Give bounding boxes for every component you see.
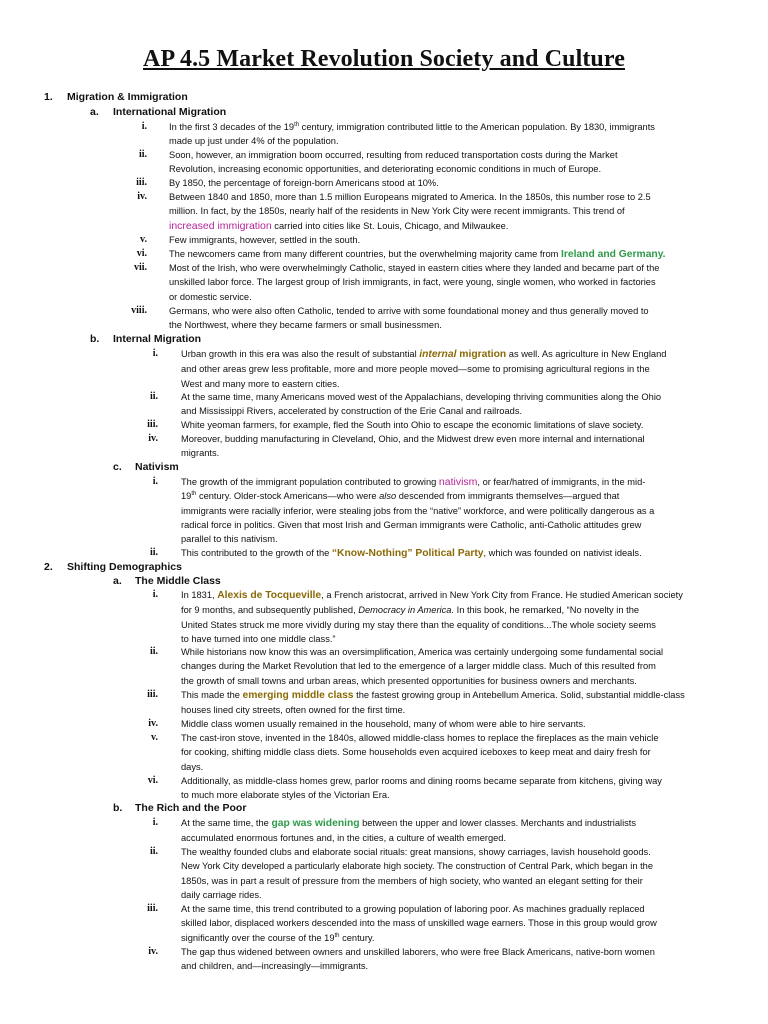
highlight-ireland-germany: Ireland and Germany.	[561, 249, 666, 260]
highlight-migration: migration	[456, 349, 507, 360]
item-number: i.	[152, 476, 158, 487]
item-number: ii.	[138, 149, 147, 160]
item-number: iii.	[147, 419, 158, 430]
item-number: i.	[152, 348, 158, 359]
item-number: i.	[152, 817, 158, 828]
section-1a-title: International Migration	[113, 106, 227, 118]
item-number: iv.	[148, 946, 158, 957]
page-title: AP 4.5 Market Revolution Society and Culture	[143, 46, 625, 72]
section-2a-number: a.	[113, 575, 122, 587]
item-number: i.	[152, 589, 158, 600]
highlight-tocqueville: Alexis de Tocqueville	[217, 590, 322, 601]
item-number: iv.	[148, 433, 158, 444]
item-number: iii.	[147, 903, 158, 914]
item-number: iii.	[147, 689, 158, 700]
section-2b-number: b.	[113, 802, 123, 814]
item-number: v.	[151, 732, 158, 743]
item-number: iii.	[136, 177, 147, 188]
highlight-gap-widening: gap was widening	[271, 818, 360, 829]
item-number: ii.	[149, 547, 158, 558]
section-1b-number: b.	[90, 333, 100, 345]
item-number: i.	[141, 121, 147, 132]
item-number: ii.	[149, 391, 158, 402]
section-1c-number: c.	[113, 461, 122, 473]
section-1-number: 1.	[44, 91, 53, 103]
item-number: vi.	[147, 775, 158, 786]
item-number: viii.	[131, 305, 147, 316]
item-number: vi.	[136, 248, 147, 259]
document-page: AP 4.5 Market Revolution Society and Culture 1. Migration & Immigration a. International Migration i. In the first 3 decades of the 19th century, immigration contributed little to the American population. By 1830, immigrants made up just under 4% of the population. ii. Soon, however, an immigration boom occurred, resulting from reduced transportation costs during the Market Revolution, increasing economic opportunities, and deteriorating economic conditions in much of Europe. iii. By 1850, the percentage of foreign-born Americans stood at 10%. iv. Between 1840 and 1850, more than 1.5 million Europeans migrated to America. In the 1850s, this number rose to 2.5 million. In fact, by the 1850s, nearly half of the residents in New York City were recent immigrants. This trend of increased immigration carried into cities like St. Louis, Chicago, and Milwaukee. v. Few immigrants, however, settled in the south. vi. The newcomers came from many different countries, but the overwhelming majority came from Ireland and Germany. vii. Most of the Irish, who were overwhelmingly Catholic, stayed in eastern cities where they landed and became part of the unskilled labor force. The largest group of Irish immigrants, in fact, were young, single women, who worked in factories or domestic service. viii. Germans, who were also often Catholic, tended to arrive with some foundational money and thus generally moved to the Northwest, where they became farmers or small businessmen. b. Internal Migration i. Urban growth in this era was also the result of substantial internal migration as well. As agriculture in New England and other areas grew less profitable, more and more people moved—some to promising agricultural regions in the West and many more to eastern cities. ii. At the same time, many Americans moved west of the Appalachians, developing thriving communities along the Ohio and Mississippi Rivers, accelerated by construction of the Erie Canal and railroads. iii. White yeoman farmers, for example, fled the South into Ohio to escape the economic limitations of slave society. iv. Moreover, budding manufacturing in Cleveland, Ohio, and the Midwest drew even more internal and international migrants. c. Nativism i. The growth of the immigrant population contributed to growing nativism, or fear/hatred of immigrants, in the mid- 19th century. Older-stock Americans—who were also descended from immigrants themselves—argued that immigrants were racially inferior, were stealing jobs from the “native” workforce, and were politically dangerous as a radical force in politics. Given that most Irish and German immigrants were Catholic, anti-Catholic attitudes grew parallel to this nativism. ii. This contributed to the growth of the “Know-Nothing” Political Party, which was founded on nativist ideals. 2. Shifting Demographics a. The Middle Class i. In 1831, Alexis de Tocqueville, a French aristocrat, arrived in New York City from France. He studied American society for 9 months, and subsequently published, Democracy in America. In this book, he remarked, “No novelty in the United States struck me more vividly during my stay there than the equality of conditions...The whole society seems to have turned into one middle class.” ii. While historians now know this was an oversimplification, America was certainly undergoing some fundamental social changes during the Market Revolution that led to the emergence of a larger middle class. Much of this resulted from the growth of small towns and urban areas, which presented opportunities for business owners and merchants. iii. This made the emerging middle class the fastest growing group in Antebellum America. Solid, substantial middle-class houses lined city streets, often owned for the first time. iv. Middle class women usually remained in the household, many of whom were able to hire servants. v. The cast-iron stove, invented in the 1840s, allowed middle-class homes to replace the fireplaces as the main vehicle for cooking, shifting middle class diets. Some households even acquired iceboxes to keep meat and dairy fresh for days. vi. Additionally, as middle-class homes grew, parlor rooms and dining rooms became separate from kitchens, giving way to much more elaborate styles of the Victorian Era. b. The Rich and the Poor i. At the same time, the gap was widening between the upper and lower classes. Merchants and industrialists accumulated enormous fortunes and, in the cities, a culture of wealth emerged. ii. The wealthy founded clubs and elaborate social rituals: great mansions, showy carriages, lavish household goods. New York City developed a particularly elaborate high society. The construction of Central Park, which began in the 1850s, was in part a result of pressure from the members of high society, who wanted an elegant setting for their daily carriage rides. iii. At the same time, this trend contributed to a growing population of laboring poor. As machines gradually replaced skilled labor, displaced workers descended into the mass of unskilled wage earners. Those in this group would grow significantly over the course of the 19th century. iv. The gap thus widened between owners and unskilled laborers, who were free Black Americans, native-born women and children, and—increasingly—immigrants.	[0, 0, 768, 1024]
section-2-number: 2.	[44, 561, 53, 573]
section-1a-number: a.	[90, 106, 99, 118]
section-1c-title: Nativism	[135, 461, 179, 473]
section-1-title: Migration & Immigration	[67, 91, 188, 103]
section-2-title: Shifting Demographics	[67, 561, 182, 573]
item-number: vii.	[133, 262, 147, 273]
highlight-nativism: nativism	[438, 476, 478, 488]
item-number: ii.	[149, 646, 158, 657]
item-number: iv.	[148, 718, 158, 729]
section-1b-title: Internal Migration	[113, 333, 202, 345]
item-number: v.	[140, 234, 147, 245]
highlight-internal: internal	[419, 349, 457, 360]
highlight-emerging-middle-class: emerging middle class	[242, 690, 354, 701]
section-2b-title: The Rich and the Poor	[135, 802, 247, 814]
highlight-increased-immigration: increased immigration	[169, 219, 272, 232]
highlight-know-nothing: “Know-Nothing” Political Party	[331, 548, 484, 559]
item-number: ii.	[149, 846, 158, 857]
section-2a-title: The Middle Class	[135, 575, 221, 587]
item-number: iv.	[137, 191, 147, 202]
